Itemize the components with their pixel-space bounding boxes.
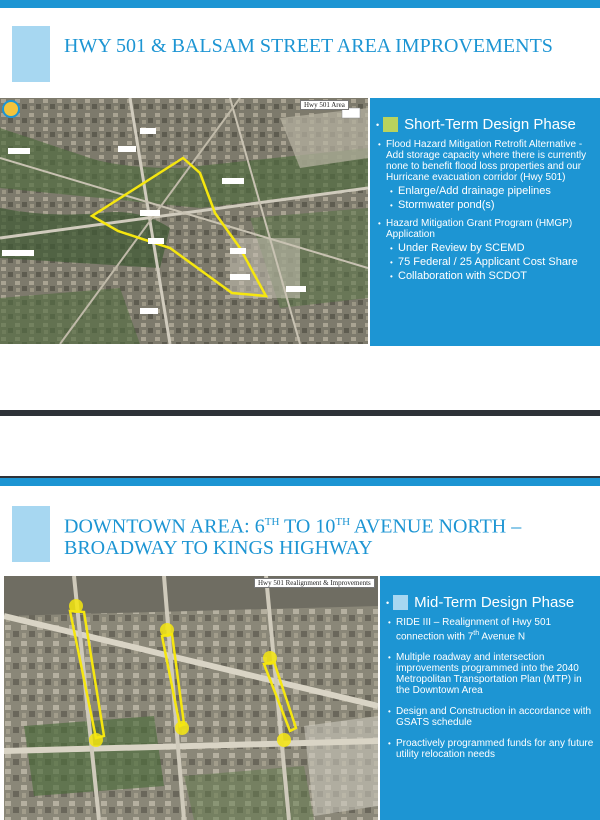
bullet-list	[370, 139, 600, 283]
list-item: • Design and Construction in accordance with GSATS schedule	[388, 706, 596, 728]
slide-title: HWY 501 & BALSAM STREET AREA IMPROVEMENTS	[64, 35, 553, 57]
list-item: • Multiple roadway and intersection improvements programmed into the 2040 Metropolitan Transportation Plan (MTP) in the Downtown Area	[388, 652, 596, 696]
bullet-list	[380, 617, 600, 760]
bullet-text: Avenue N	[479, 631, 526, 643]
phase-heading	[386, 594, 600, 611]
title-accent-block	[12, 26, 50, 82]
bullet-text: Hazard Mitigation Grant Program (HMGP) Application	[386, 218, 573, 240]
list-item	[378, 218, 596, 283]
info-panel	[380, 576, 600, 820]
sub-item: • Stormwater pond(s)	[390, 199, 596, 212]
aerial-map-image	[4, 576, 378, 820]
bullet-superscript: th	[473, 630, 480, 637]
bullet-text: Flood Hazard Mitigation Retrofit Alternative - Add storage capacity where there is currently none to benefit flood loss properties and our Hurricane evacuation corridor (Hwy 501)	[386, 139, 587, 183]
title-superscript: TH	[335, 516, 351, 528]
title-text: DOWNTOWN AREA: 6	[64, 515, 265, 538]
bullet-dot-icon: •	[376, 119, 380, 130]
slide-top-bar	[0, 478, 600, 486]
slide-2	[0, 478, 600, 820]
title-superscript: TH	[264, 516, 280, 528]
sub-item: • Collaboration with SCDOT	[390, 270, 596, 283]
map-label: Hwy 501 Area	[300, 100, 349, 110]
list-item	[388, 617, 596, 642]
phase-heading	[376, 116, 600, 133]
aerial-map-image	[0, 98, 368, 344]
title-accent-block	[12, 506, 50, 562]
map-label: Hwy 501 Realignment & Improvements	[254, 578, 375, 588]
separator-bar-top	[0, 410, 600, 416]
slide-top-bar	[0, 0, 600, 8]
aerial-map	[0, 98, 368, 344]
sub-item: • 75 Federal / 25 Applicant Cost Share	[390, 256, 596, 269]
sub-list	[386, 185, 596, 212]
sub-item: • Enlarge/Add drainage pipelines	[390, 185, 596, 198]
sub-list	[386, 242, 596, 283]
bullet-text: RIDE III – Realignment of Hwy 501 connection with 7	[396, 617, 552, 643]
phase-square-icon	[383, 117, 398, 132]
phase-label: Short-Term Design Phase	[404, 116, 576, 133]
phase-label: Mid-Term Design Phase	[414, 594, 575, 611]
phase-square-icon	[393, 595, 408, 610]
list-item	[378, 139, 596, 212]
info-panel	[370, 98, 600, 346]
slide-title	[64, 512, 584, 559]
title-text: TO 10	[279, 515, 336, 538]
bullet-dot-icon: •	[386, 597, 390, 608]
aerial-map	[4, 576, 378, 820]
sub-item: • Under Review by SCEMD	[390, 242, 596, 255]
title-text: AVENUE NORTH – BROADWAY TO KINGS HIGHWAY	[64, 515, 522, 559]
slide-separator	[0, 410, 600, 478]
city-logo-icon	[2, 100, 20, 118]
list-item: • Proactively programmed funds for any future utility relocation needs	[388, 738, 596, 760]
